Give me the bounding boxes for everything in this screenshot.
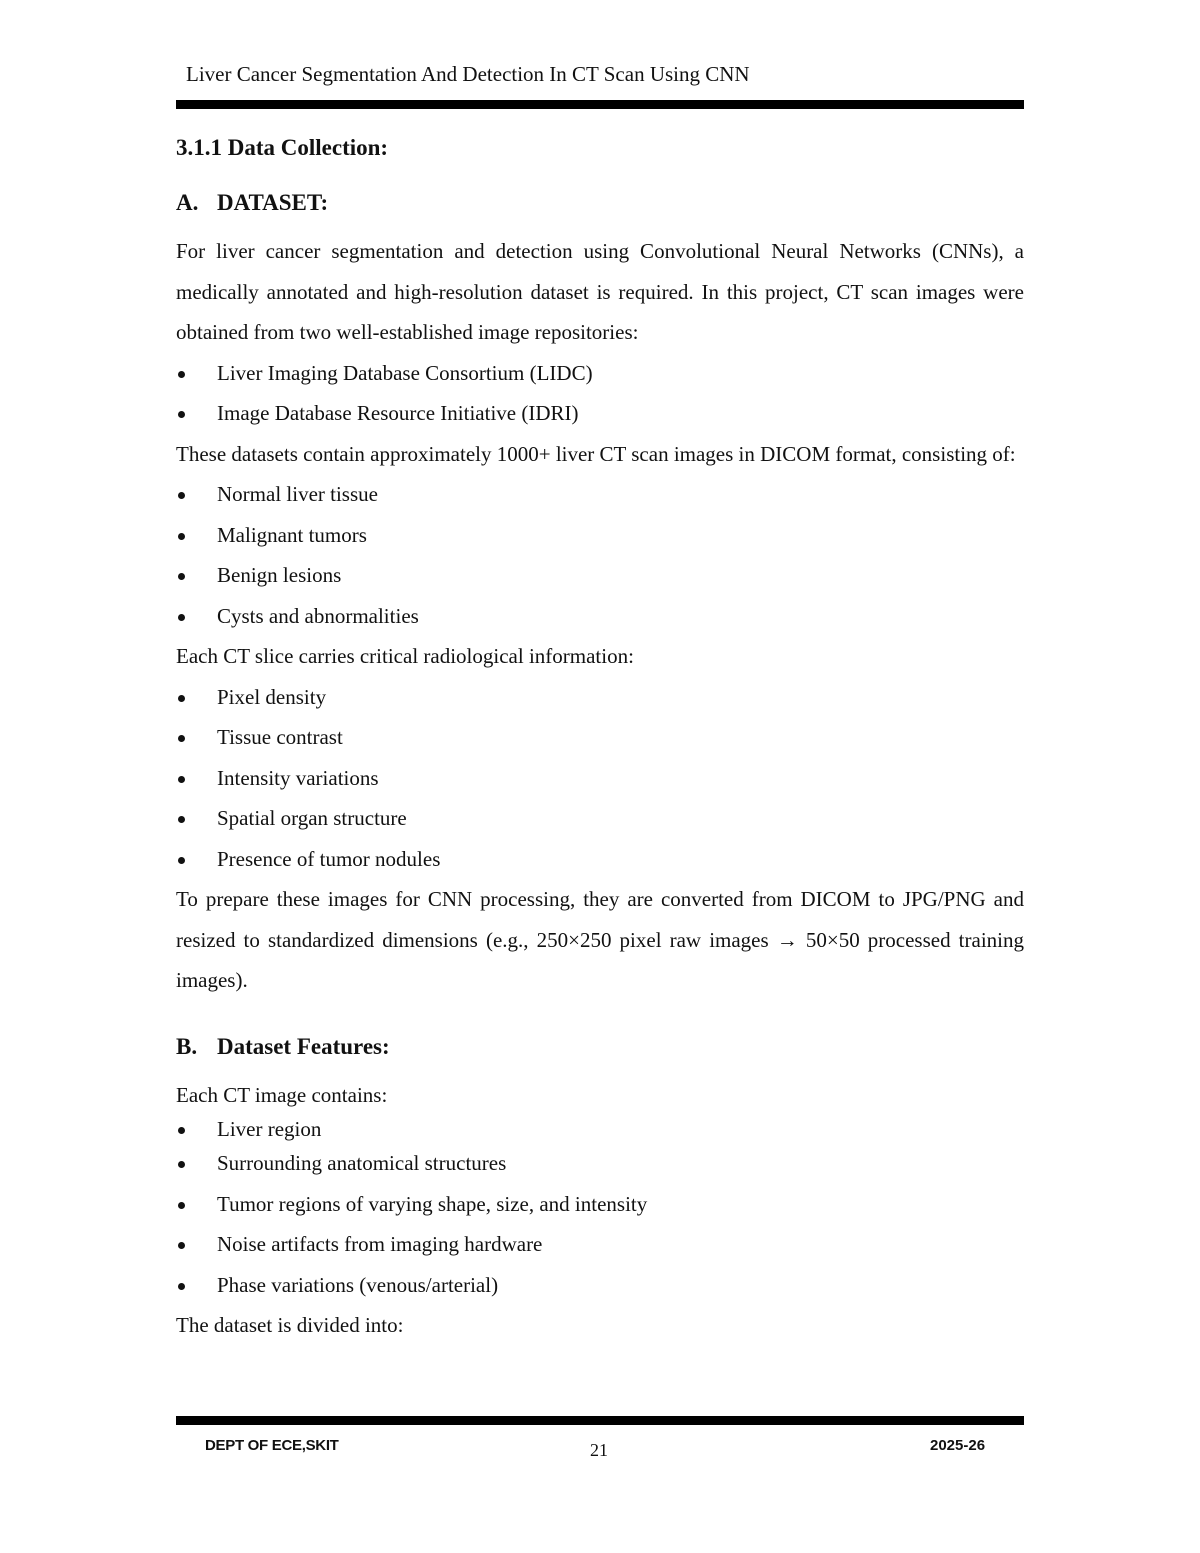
list-item: Pixel density: [176, 677, 1024, 718]
bullet-icon: [176, 353, 217, 394]
section-title: DATASET:: [217, 190, 329, 215]
page-body: [176, 128, 1024, 1346]
section-title: Dataset Features:: [217, 1033, 390, 1059]
section-letter: A.: [176, 190, 199, 215]
page-number: 21: [590, 1440, 608, 1460]
list-item: Tumor regions of varying shape, size, and intensity: [176, 1184, 1024, 1225]
bullet-icon: [176, 1115, 217, 1143]
list-item: Benign lesions: [176, 555, 1024, 596]
bullet-icon: [176, 596, 217, 637]
list-item: Presence of tumor nodules: [176, 839, 1024, 880]
list-item: Noise artifacts from imaging hardware: [176, 1224, 1024, 1265]
section-heading-dataset-features: [176, 1029, 1024, 1073]
bullet-icon: [176, 555, 217, 596]
repository-list: [176, 353, 1024, 434]
bullet-icon: [176, 1184, 217, 1225]
list-item: Normal liver tissue: [176, 474, 1024, 515]
section-title-data-collection: 3.1.1 Data Collection:: [176, 135, 389, 160]
list-item: Cysts and abnormalities: [176, 596, 1024, 637]
list-item: Liver Imaging Database Consortium (LIDC): [176, 353, 1024, 394]
footer-rule: [176, 1416, 1024, 1425]
bullet-icon: [176, 717, 217, 758]
bullet-icon: [176, 474, 217, 515]
section-heading-dataset: [176, 185, 1024, 229]
list-item: Tissue contrast: [176, 717, 1024, 758]
features-list: [176, 1115, 1024, 1305]
features-intro-paragraph: Each CT image contains:: [176, 1082, 388, 1107]
header-rule: [176, 100, 1024, 109]
footer-year: 2025-26: [930, 1437, 986, 1454]
list-item: Intensity variations: [176, 758, 1024, 799]
running-header: Liver Cancer Segmentation And Detection In CT Scan Using CNN: [186, 62, 750, 86]
bullet-icon: [176, 515, 217, 556]
contents-intro-paragraph: These datasets contain approximately 1000+ liver CT scan images in DICOM format, consisting of:: [176, 441, 1016, 466]
list-item: Phase variations (venous/arterial): [176, 1265, 1024, 1306]
list-item: Liver region: [176, 1115, 1024, 1143]
info-list: [176, 677, 1024, 880]
list-item: Spatial organ structure: [176, 798, 1024, 839]
list-item: Surrounding anatomical structures: [176, 1143, 1024, 1184]
bullet-icon: [176, 1265, 217, 1306]
bullet-icon: [176, 1224, 217, 1265]
footer-department: DEPT OF ECE,SKIT: [205, 1437, 339, 1454]
bullet-icon: [176, 758, 217, 799]
list-item: Image Database Resource Initiative (IDRI): [176, 393, 1024, 434]
bullet-icon: [176, 798, 217, 839]
contents-list: [176, 474, 1024, 636]
dataset-intro-paragraph: For liver cancer segmentation and detection using Convolutional Neural Networks (CNNs), a medically annotated and high-resolution dataset is required. In this project, CT scan images were obtained from two well-established image repositories:: [176, 239, 1024, 344]
bullet-icon: [176, 677, 217, 718]
list-item: Malignant tumors: [176, 515, 1024, 556]
preparation-paragraph: To prepare these images for CNN processing, they are converted from DICOM to JPG/PNG and resized to standardized dimensions (e.g., 250×250 pixel raw images → 50×50 processed training images).: [176, 887, 1024, 992]
bullet-icon: [176, 839, 217, 880]
split-intro-paragraph: The dataset is divided into:: [176, 1313, 404, 1337]
info-intro-paragraph: Each CT slice carries critical radiological information:: [176, 644, 634, 668]
bullet-icon: [176, 1143, 217, 1184]
section-letter: B.: [176, 1033, 198, 1059]
bullet-icon: [176, 393, 217, 434]
